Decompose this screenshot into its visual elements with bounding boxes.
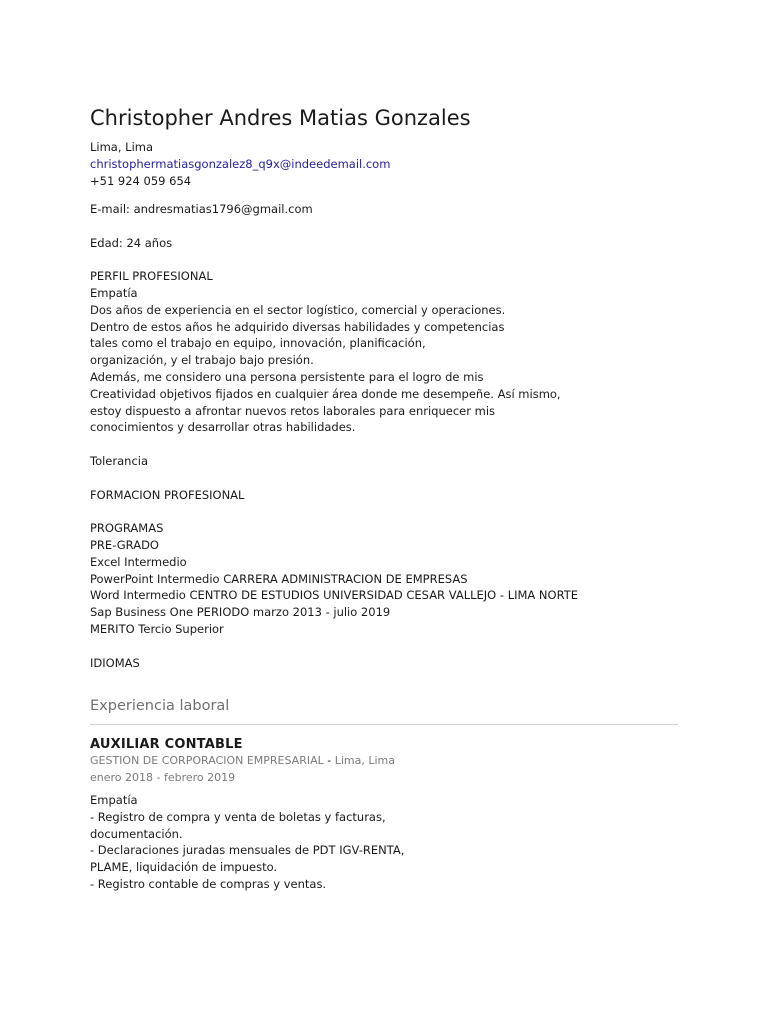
body-line: Sap Business One PERIODO marzo 2013 - julio 2019: [90, 605, 391, 620]
body-line: Word Intermedio CENTRO DE ESTUDIOS UNIVERSIDAD CESAR VALLEJO - LIMA NORTE: [90, 588, 579, 603]
section-divider: [90, 724, 678, 725]
body-line: Edad: 24 años: [90, 235, 173, 250]
body-line: [90, 436, 578, 453]
job-description-line: Empatía: [90, 793, 138, 807]
body-line: PROGRAMAS: [90, 521, 164, 536]
location-text: Lima, Lima: [90, 140, 154, 154]
body-line: PRE-GRADO: [90, 537, 159, 552]
body-line: PERFIL PROFESIONAL: [90, 269, 213, 284]
body-line: [90, 470, 578, 487]
job-description-line: - Declaraciones juradas mensuales de PDT IGV-RENTA,: [90, 843, 405, 858]
resume-body-text: [90, 201, 578, 671]
job-description-line: - Registro de compra y venta de boletas y facturas,: [90, 809, 386, 824]
body-line: Creatividad objetivos fijados en cualquier área donde me desempeñe. Así mismo,: [90, 386, 561, 401]
body-line: Tolerancia: [90, 453, 149, 468]
body-line: E-mail: andresmatias1796@gmail.com: [90, 202, 313, 216]
body-line: Excel Intermedio: [90, 554, 187, 569]
body-line: [90, 503, 578, 520]
job-description-line: documentación.: [90, 826, 183, 841]
body-line: IDIOMAS: [90, 655, 140, 670]
body-line: conocimientos y desarrollar otras habilidades.: [90, 420, 356, 435]
contact-block: [90, 139, 390, 190]
body-line: FORMACION PROFESIONAL: [90, 487, 245, 502]
job-company-line: [90, 753, 678, 769]
job-title: AUXILIAR CONTABLE: [90, 737, 243, 752]
job-dates: enero 2018 - febrero 2019: [90, 771, 236, 784]
indeed-email-link[interactable]: christophermatiasgonzalez8_q9x@indeedemail.com: [90, 157, 391, 171]
job-entry: [90, 736, 678, 893]
body-line: estoy dispuesto a afrontar nuevos retos laborales para enriquecer mis: [90, 403, 496, 418]
body-line: Además, me considero una persona persistente para el logro de mis: [90, 369, 484, 384]
job-description-line: - Registro contable de compras y ventas.: [90, 876, 327, 891]
body-line: [90, 638, 578, 655]
body-line: [90, 251, 578, 268]
body-line: organización, y el trabajo bajo presión.: [90, 353, 314, 368]
body-line: Dos años de experiencia en el sector logístico, comercial y operaciones.: [90, 302, 506, 317]
section-title-experience: Experiencia laboral: [90, 698, 230, 714]
job-company: GESTION DE CORPORACION EMPRESARIAL: [90, 754, 324, 767]
job-location: Lima, Lima: [334, 754, 395, 767]
body-line: [90, 218, 578, 235]
candidate-name: Christopher Andres Matias Gonzales: [90, 106, 471, 130]
body-line: Dentro de estos años he adquirido diversas habilidades y competencias: [90, 319, 505, 334]
body-line: tales como el trabajo en equipo, innovación, planificación,: [90, 336, 426, 351]
job-description: [90, 792, 678, 893]
body-line: MERITO Tercio Superior: [90, 621, 224, 636]
phone-text: +51 924 059 654: [90, 174, 192, 188]
job-description-line: PLAME, liquidación de impuesto.: [90, 860, 278, 875]
body-line: PowerPoint Intermedio CARRERA ADMINISTRACION DE EMPRESAS: [90, 571, 468, 586]
body-line: Empatía: [90, 285, 138, 300]
job-company-separator: -: [323, 754, 335, 767]
